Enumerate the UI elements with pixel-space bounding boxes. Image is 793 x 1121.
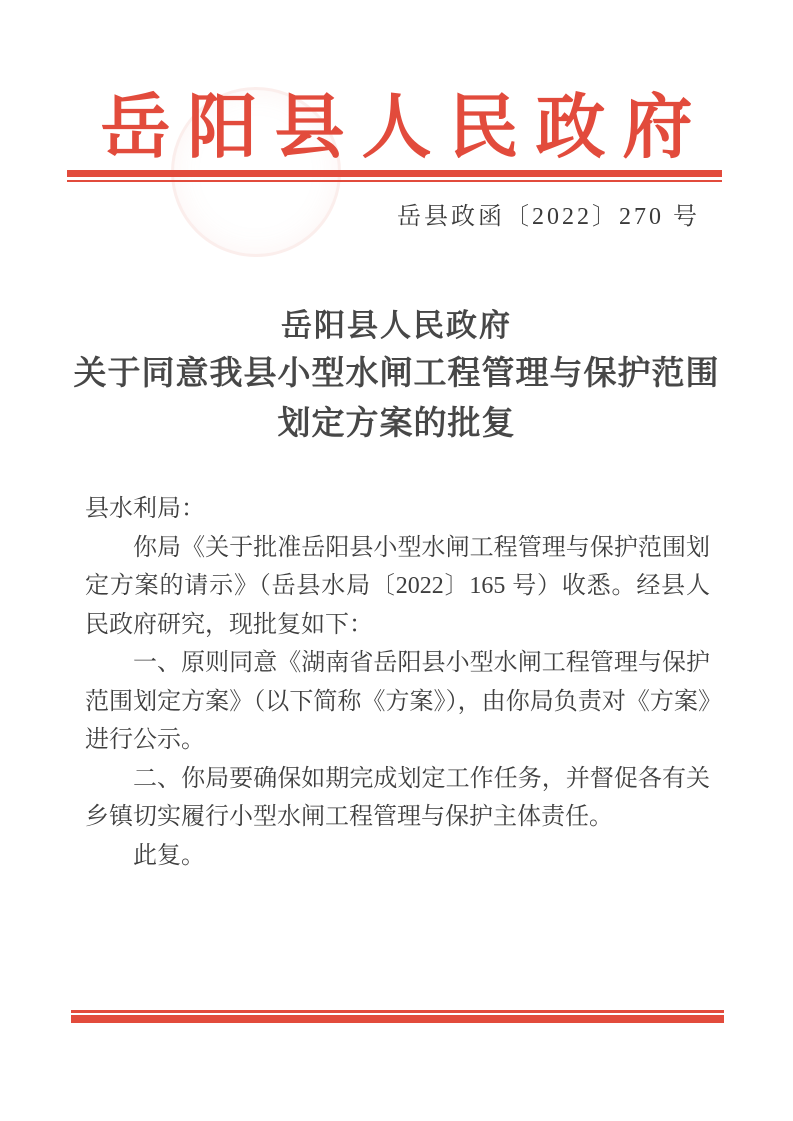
- footer-divider-thick-bar: [71, 1015, 724, 1023]
- footer-divider-thin-bar: [71, 1010, 724, 1013]
- letterhead-agency-name: 岳阳县人民政府: [100, 90, 710, 167]
- document-title-line: 关于同意我县小型水闸工程管理与保护范围: [73, 356, 720, 392]
- closing-line: 此复。: [133, 842, 205, 869]
- document-title-line: 划定方案的批复: [277, 406, 516, 442]
- body-paragraph: 你局《关于批准岳阳县小型水闸工程管理与保护范围划定方案的请示》（岳县水局〔2022〕165 号）收悉。经县人民政府研究，现批复如下：: [85, 534, 710, 638]
- letterhead-divider-thin-bar: [67, 180, 722, 182]
- body-paragraph: 一、原则同意《湖南省岳阳县小型水闸工程管理与保护范围划定方案》（以下简称《方案》），由你局负责对《方案》进行公示。: [85, 650, 710, 753]
- document-body: [85, 490, 710, 875]
- document-title: [0, 302, 793, 449]
- body-paragraph: 二、你局要确保如期完成划定工作任务，并督促各有关乡镇切实履行小型水闸工程管理与保护主体责任。: [85, 765, 710, 830]
- document-title-line: 岳阳县人民政府: [281, 308, 512, 343]
- footer-divider: [71, 1010, 724, 1023]
- document-reference-number: 岳县政函〔2022〕270 号: [397, 204, 700, 230]
- letterhead-divider: [67, 170, 722, 182]
- salutation-line: 县水利局：: [85, 496, 205, 522]
- letterhead-divider-thick-bar: [67, 170, 722, 177]
